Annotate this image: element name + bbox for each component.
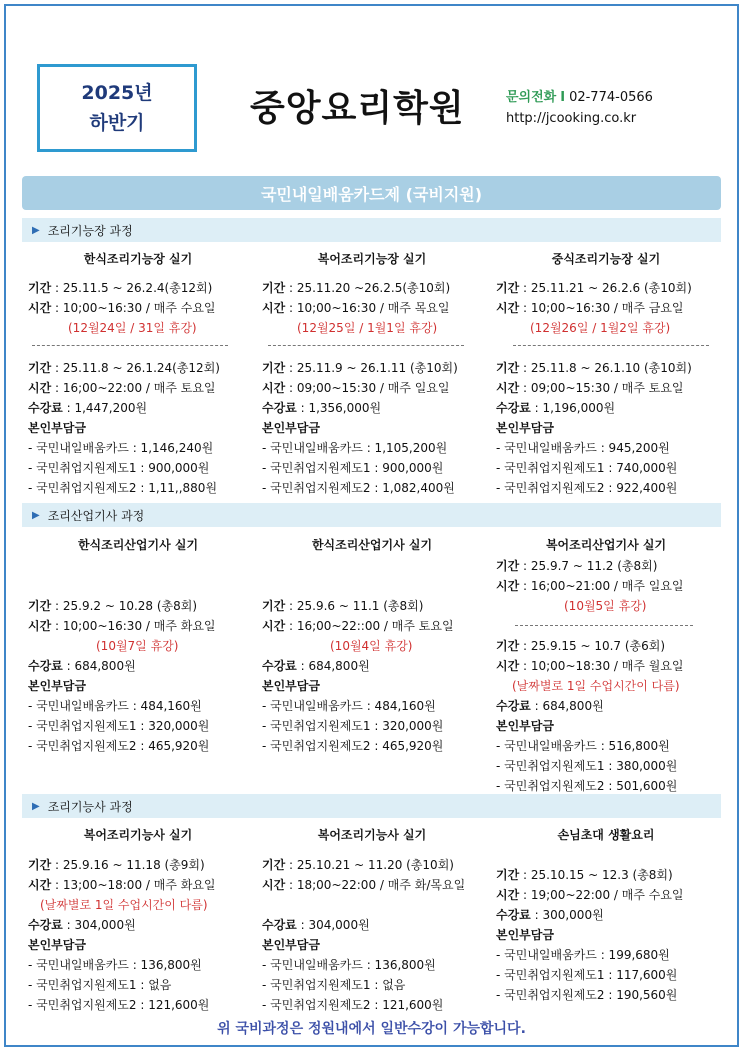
triangle-bullet-icon: ▶: [32, 800, 40, 812]
footer-note: 위 국비과정은 정원내에서 일반수강이 가능합니다.: [217, 1021, 526, 1037]
schedule-note: (날짜별로 1일 수업시간이 다름): [512, 679, 680, 693]
term-box: [37, 64, 197, 152]
copay-item: - 국민취업지원제도2 : 1,082,400원: [262, 481, 455, 495]
copay-label: 본인부담금: [28, 421, 86, 435]
period-line: 기간 : 25.11.21 ~ 26.2.6 (총10회): [496, 281, 692, 295]
period-line: 기간 : 25.11.8 ~ 26.1.24(총12회): [28, 361, 220, 375]
copay-item: - 국민취업지원제도1 : 900,000원: [28, 461, 210, 475]
course-heading: 한식조리산업기사 실기: [77, 538, 199, 552]
fee-line: 수강료 : 684,800원: [496, 699, 604, 713]
course-heading: 복어조리기능사 실기: [317, 828, 427, 842]
holiday-note: (10월5일 휴강): [564, 599, 647, 613]
section-title: 조리산업기사 과정: [47, 508, 145, 523]
divider: [32, 345, 228, 346]
course-heading: 한식조리산업기사 실기: [311, 538, 433, 552]
holiday-note: (12월24일 / 31일 휴강): [68, 321, 197, 335]
schedule-note: (날짜별로 1일 수업시간이 다름): [40, 898, 208, 912]
copay-item: - 국민내일배움카드 : 484,160원: [262, 699, 436, 713]
course-heading: 복어조리기능사 실기: [83, 828, 193, 842]
fee-line: 수강료 : 300,000원: [496, 908, 604, 922]
triangle-bullet-icon: ▶: [32, 509, 40, 521]
copay-item: - 국민취업지원제도2 : 922,400원: [496, 481, 678, 495]
phone-label: 문의전화: [506, 90, 557, 105]
copay-label: 본인부담금: [262, 421, 320, 435]
copay-item: - 국민내일배움카드 : 945,200원: [496, 441, 670, 455]
period-line: 기간 : 25.9.6 ~ 11.1 (총8회): [262, 599, 424, 613]
copay-item: - 국민취업지원제도1 : 117,600원: [496, 968, 678, 982]
divider: [515, 625, 693, 626]
course-heading: 중식조리기능장 실기: [551, 252, 661, 266]
copay-label: 본인부담금: [496, 719, 554, 733]
copay-item: - 국민취업지원제도2 : 465,920원: [262, 739, 444, 753]
section-header-industrial: [22, 503, 721, 527]
holiday-note: (10월7일 휴강): [96, 639, 179, 653]
time-line: 시간 : 16;00~22::00 / 매주 토요일: [262, 619, 454, 633]
copay-item: - 국민취업지원제도2 : 501,600원: [496, 779, 678, 793]
section-header-master: [22, 218, 721, 242]
fee-line: 수강료 : 1,196,000원: [496, 401, 616, 415]
period-line: 기간 : 25.9.7 ~ 11.2 (총8회): [496, 559, 658, 573]
copay-item: - 국민내일배움카드 : 1,105,200원: [262, 441, 448, 455]
period-line: 기간 : 25.10.21 ~ 11.20 (총10회): [262, 858, 454, 872]
period-line: 기간 : 25.11.5 ~ 26.2.4(총12회): [28, 281, 213, 295]
copay-label: 본인부담금: [28, 938, 86, 952]
copay-label: 본인부담금: [262, 938, 320, 952]
academy-title: 중앙요리학원: [250, 88, 465, 129]
period-line: 기간 : 25.9.16 ~ 11.18 (총9회): [28, 858, 205, 872]
year-label: 2025년: [81, 82, 153, 104]
copay-item: - 국민취업지원제도2 : 465,920원: [28, 739, 210, 753]
copay-item: - 국민취업지원제도1 : 없음: [262, 978, 406, 992]
time-line: 시간 : 19;00~22:00 / 매주 수요일: [496, 888, 684, 902]
holiday-note: (12월25일 / 1월1일 휴강): [297, 321, 438, 335]
copay-item: - 국민내일배움카드 : 484,160원: [28, 699, 202, 713]
copay-label: 본인부담금: [496, 928, 554, 942]
copay-item: - 국민취업지원제도2 : 1,11,,880원: [28, 481, 218, 495]
copay-item: - 국민취업지원제도2 : 121,600원: [262, 998, 444, 1012]
copay-item: - 국민취업지원제도2 : 121,600원: [28, 998, 210, 1012]
period-line: 기간 : 25.9.2 ~ 10.28 (총8회): [28, 599, 198, 613]
period-line: 기간 : 25.11.8 ~ 26.1.10 (총10회): [496, 361, 692, 375]
time-line: 시간 : 10;00~16:30 / 매주 수요일: [28, 301, 216, 315]
divider: [268, 345, 464, 346]
time-line: 시간 : 10;00~18:30 / 매주 월요일: [496, 659, 684, 673]
copay-item: - 국민취업지원제도2 : 190,560원: [496, 988, 678, 1002]
time-line: 시간 : 10;00~16:30 / 매주 목요일: [262, 301, 450, 315]
holiday-note: (10월4일 휴강): [330, 639, 413, 653]
website-link[interactable]: http://jcooking.co.kr: [506, 111, 637, 126]
section-header-craftsman: [22, 794, 721, 818]
copay-item: - 국민취업지원제도1 : 740,000원: [496, 461, 678, 475]
copay-item: - 국민내일배움카드 : 516,800원: [496, 739, 670, 753]
section-title: 조리기능장 과정: [47, 223, 133, 238]
section-title: 조리기능사 과정: [47, 799, 133, 814]
term-label: 하반기: [89, 112, 145, 134]
copay-item: - 국민취업지원제도1 : 380,000원: [496, 759, 678, 773]
phone-separator: I: [560, 90, 566, 105]
copay-item: - 국민취업지원제도1 : 320,000원: [28, 719, 210, 733]
fee-line: 수강료 : 684,800원: [28, 659, 136, 673]
course-heading: 복어조리산업기사 실기: [545, 538, 667, 552]
time-line: 시간 : 10;00~16:30 / 매주 금요일: [496, 301, 684, 315]
copay-item: - 국민취업지원제도1 : 900,000원: [262, 461, 444, 475]
fee-line: 수강료 : 304,000원: [28, 918, 136, 932]
period-line: 기간 : 25.9.15 ~ 10.7 (총6회): [496, 639, 666, 653]
copay-item: - 국민취업지원제도1 : 없음: [28, 978, 172, 992]
program-banner: 국민내일배움카드제 (국비지원): [22, 176, 721, 210]
period-line: 기간 : 25.11.20 ~26.2.5(총10회): [262, 281, 451, 295]
copay-item: - 국민내일배움카드 : 199,680원: [496, 948, 670, 962]
copay-label: 본인부담금: [496, 421, 554, 435]
time-line: 시간 : 18;00~22:00 / 매주 화/목요일: [262, 878, 466, 892]
fee-line: 수강료 : 1,356,000원: [262, 401, 382, 415]
copay-item: - 국민내일배움카드 : 1,146,240원: [28, 441, 214, 455]
contact-phone: [506, 86, 653, 105]
copay-label: 본인부담금: [28, 679, 86, 693]
time-line: 시간 : 09;00~15:30 / 매주 일요일: [262, 381, 450, 395]
triangle-bullet-icon: ▶: [32, 224, 40, 236]
time-line: 시간 : 09;00~15:30 / 매주 토요일: [496, 381, 684, 395]
copay-item: - 국민내일배움카드 : 136,800원: [262, 958, 436, 972]
time-line: 시간 : 10;00~16:30 / 매주 화요일: [28, 619, 216, 633]
holiday-note: (12월26일 / 1월2일 휴강): [530, 321, 671, 335]
divider: [513, 345, 709, 346]
time-line: 시간 : 16;00~21:00 / 매주 일요일: [496, 579, 684, 593]
fee-line: 수강료 : 684,800원: [262, 659, 370, 673]
period-line: 기간 : 25.10.15 ~ 12.3 (총8회): [496, 868, 673, 882]
phone-number[interactable]: 02-774-0566: [569, 90, 653, 105]
course-heading: 손님초대 생활요리: [557, 828, 655, 842]
copay-item: - 국민내일배움카드 : 136,800원: [28, 958, 202, 972]
fee-line: 수강료 : 304,000원: [262, 918, 370, 932]
time-line: 시간 : 13;00~18:00 / 매주 화요일: [28, 878, 216, 892]
period-line: 기간 : 25.11.9 ~ 26.1.11 (총10회): [262, 361, 458, 375]
time-line: 시간 : 16;00~22:00 / 매주 토요일: [28, 381, 216, 395]
fee-line: 수강료 : 1,447,200원: [28, 401, 148, 415]
copay-item: - 국민취업지원제도1 : 320,000원: [262, 719, 444, 733]
course-heading: 한식조리기능장 실기: [83, 252, 193, 266]
copay-label: 본인부담금: [262, 679, 320, 693]
course-heading: 복어조리기능장 실기: [317, 252, 427, 266]
